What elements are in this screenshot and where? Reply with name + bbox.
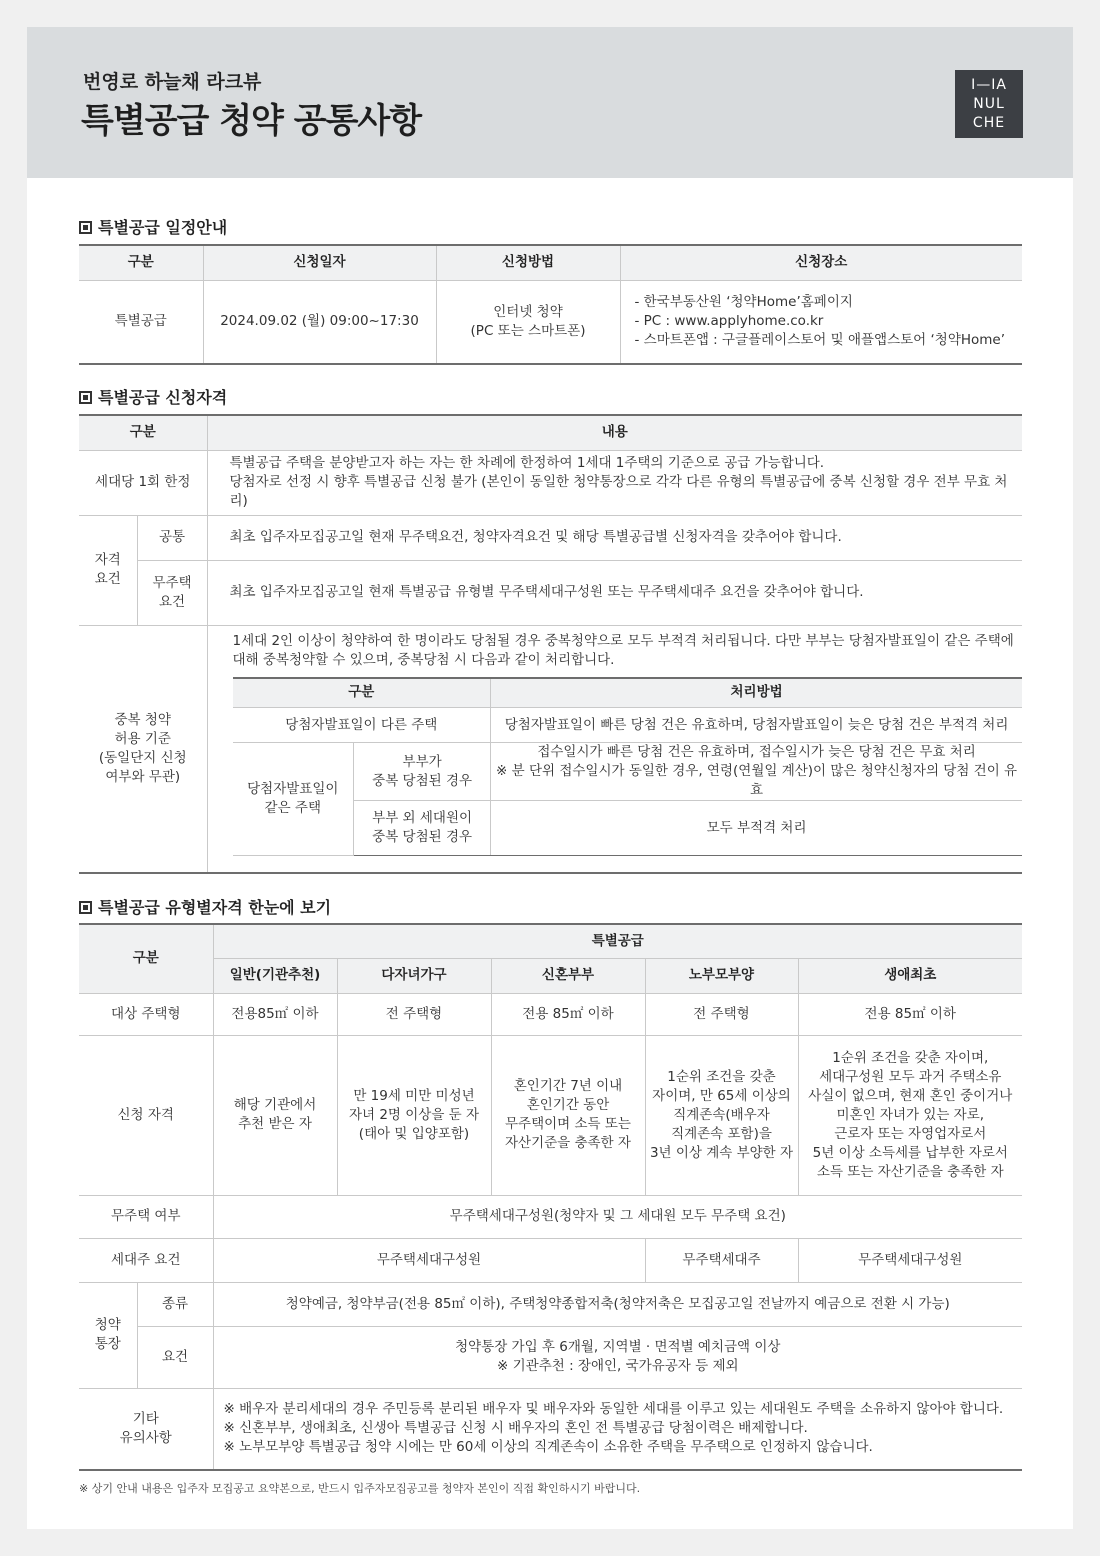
footnote: ※ 상기 안내 내용은 입주자 모집공고 요약본으로, 반드시 입주자모집공고를 청약자 본인이 직접 확인하시기 바랍니다. (79, 1482, 641, 1495)
schedule-table (79, 244, 1022, 365)
table-header: 신혼부부 (491, 958, 645, 993)
section-heading-schedule (79, 215, 227, 238)
table-cell: 혼인기간 7년 이내 혼인기간 동안 무주택이며 소득 또는 자산기준을 충족한 자 (491, 1035, 645, 1195)
table-cell: 청약통장 가입 후 6개월, 지역별 · 면적별 예치금액 이상 ※ 기관추천 : 장애인, 국가유공자 등 제외 (213, 1326, 1022, 1388)
table-cell: 접수일시가 빠른 당첨 건은 유효하며, 접수일시가 늦은 당첨 건은 무효 처리 ※ 분 단위 접수일시가 동일한 경우, 연령(연월일 계산)이 많은 청약신청자의 당첨 건이 유효 (491, 743, 1022, 801)
table-cell: 인터넷 청약 (PC 또는 스마트폰) (436, 280, 620, 364)
section-heading-types (79, 895, 331, 918)
page-title: 특별공급 청약 공통사항 (81, 101, 422, 141)
table-cell: 청약예금, 청약부금(전용 85㎡ 이하), 주택청약종합저축(청약저축은 모집공고일 전날까지 예금으로 전환 시 가능) (213, 1282, 1022, 1326)
table-header: 다자녀가구 (337, 958, 491, 993)
table-cell: 부부 외 세대원이 중복 당첨된 경우 (354, 801, 491, 856)
table-cell: ※ 배우자 분리세대의 경우 주민등록 분리된 배우자 및 배우자와 동일한 세대를 이루고 있는 세대원도 주택을 소유하지 않아야 합니다. ※ 신혼부부, 생애최초, 신생아 특별공급 신청 시 배우자의 혼인 전 특별공급 당첨이력은 배제합니다. ※ 노부모부양 특별공급 청약 시에는 만 60세 이상의 직계존속이 소유한 주택을 무주택으로 인정하지 않습니다. (213, 1388, 1022, 1470)
table-header: 일반(기관추천) (213, 958, 337, 993)
duplicate-rules-cell (207, 625, 1022, 873)
table-cell: 중복 청약 허용 기준 (동일단지 신청 여부와 무관) (79, 625, 207, 873)
duplicate-rules-text: 1세대 2인 이상이 청약하여 한 명이라도 당첨될 경우 중복청약으로 모두 부적격 처리됩니다. 다만 부부는 당첨자발표일이 같은 주택에 대해 중복청약할 수 있으며, 중복당첨 시 다음과 같이 처리합니다. (232, 632, 1014, 668)
page-header (27, 27, 1073, 178)
table-cell: 부부가 중복 당첨된 경우 (354, 743, 491, 801)
table-cell: - 한국부동산원 ‘청약Home’홈페이지 - PC : www.applyhome.co.kr - 스마트폰앱 : 구글플레이스토어 및 애플앱스토어 ‘청약Home’ (620, 280, 1022, 364)
brand-logo (955, 70, 1023, 138)
table-cell: 청약 통장 (79, 1282, 137, 1388)
table-cell: 세대주 요건 (79, 1238, 213, 1282)
table-header: 신청장소 (620, 245, 1022, 280)
qualification-table (79, 414, 1022, 874)
table-cell: 자격 요건 (79, 515, 137, 625)
table-cell: 요건 (137, 1326, 213, 1388)
table-cell: 무주택세대구성원 (798, 1238, 1022, 1282)
table-header: 노부모부양 (645, 958, 798, 993)
document-page (27, 27, 1073, 1529)
table-header: 생애최초 (798, 958, 1022, 993)
table-header: 처리방법 (491, 678, 1022, 708)
table-cell: 해당 기관에서 추천 받은 자 (213, 1035, 337, 1195)
table-cell: 전용 85㎡ 이하 (798, 993, 1022, 1035)
table-cell: 신청 자격 (79, 1035, 213, 1195)
table-cell: 최초 입주자모집공고일 현재 특별공급 유형별 무주택세대구성원 또는 무주택세대주 요건을 갖추어야 합니다. (207, 560, 1022, 625)
table-cell: 1순위 조건을 갖춘 자이며, 세대구성원 모두 과거 주택소유 사실이 없으며, 현재 혼인 중이거나 미혼인 자녀가 있는 자로, 근로자 또는 자영업자로서 5년 이상 소득세를 납부한 자로서 소득 또는 자산기준을 충족한 자 (798, 1035, 1022, 1195)
table-header: 특별공급 (213, 924, 1022, 958)
square-bullet-icon (79, 901, 92, 914)
table-header: 신청방법 (436, 245, 620, 280)
table-cell: 특별공급 주택을 분양받고자 하는 자는 한 차례에 한정하여 1세대 1주택의 기준으로 공급 가능합니다. 당첨자로 선정 시 향후 특별공급 신청 불가 (본인이 동일한 청약통장으로 각각 다른 유형의 특별공급에 중복 신청할 경우 전부 무효 처리) (207, 450, 1022, 515)
table-header: 내용 (207, 415, 1022, 450)
table-header: 구분 (233, 678, 491, 708)
logo-line-1: I—IA (971, 77, 1007, 93)
square-bullet-icon (79, 391, 92, 404)
table-cell: 당첨자발표일이 빠른 당첨 건은 유효하며, 당첨자발표일이 늦은 당첨 건은 부적격 처리 (491, 708, 1022, 743)
table-cell: 무주택세대주 (645, 1238, 798, 1282)
table-cell: 공통 (137, 515, 207, 560)
table-header: 구분 (79, 245, 203, 280)
table-header: 구분 (79, 415, 207, 450)
duplicate-rules-inner-table (233, 677, 1023, 857)
table-cell: 전용85㎡ 이하 (213, 993, 337, 1035)
logo-line-3: CHE (972, 115, 1006, 131)
table-cell: 무주택 여부 (79, 1195, 213, 1238)
section-heading-text: 특별공급 유형별자격 한눈에 보기 (98, 898, 332, 917)
section-heading-qualification (79, 385, 227, 408)
logo-line-2: NUL (973, 96, 1005, 112)
table-cell: 최초 입주자모집공고일 현재 무주택요건, 청약자격요건 및 해당 특별공급별 신청자격을 갖추어야 합니다. (207, 515, 1022, 560)
table-cell: 종류 (137, 1282, 213, 1326)
table-cell: 무주택세대구성원 (213, 1238, 645, 1282)
complex-name: 번영로 하늘채 라크뷰 (83, 71, 262, 93)
table-cell: 당첨자발표일이 같은 주택 (233, 743, 354, 856)
table-cell: 기타 유의사항 (79, 1388, 213, 1470)
table-cell: 만 19세 미만 미성년 자녀 2명 이상을 둔 자 (태아 및 입양포함) (337, 1035, 491, 1195)
table-cell: 무주택 요건 (137, 560, 207, 625)
table-cell: 전용 85㎡ 이하 (491, 993, 645, 1035)
table-cell: 특별공급 (79, 280, 203, 364)
section-heading-text: 특별공급 일정안내 (98, 218, 228, 237)
table-header: 구분 (79, 924, 213, 993)
table-header: 신청일자 (203, 245, 436, 280)
table-cell: 1순위 조건을 갖춘 자이며, 만 65세 이상의 직계존속(배우자 직계존속 포함)을 3년 이상 계속 부양한 자 (645, 1035, 798, 1195)
table-cell: 대상 주택형 (79, 993, 213, 1035)
square-bullet-icon (79, 221, 92, 234)
types-table (79, 923, 1022, 1471)
table-cell: 모두 부적격 처리 (491, 801, 1022, 856)
table-cell: 당첨자발표일이 다른 주택 (233, 708, 491, 743)
table-cell: 전 주택형 (337, 993, 491, 1035)
table-cell: 세대당 1회 한정 (79, 450, 207, 515)
table-cell: 무주택세대구성원(청약자 및 그 세대원 모두 무주택 요건) (213, 1195, 1022, 1238)
section-heading-text: 특별공급 신청자격 (98, 388, 228, 407)
table-cell: 전 주택형 (645, 993, 798, 1035)
table-cell: 2024.09.02 (월) 09:00~17:30 (203, 280, 436, 364)
